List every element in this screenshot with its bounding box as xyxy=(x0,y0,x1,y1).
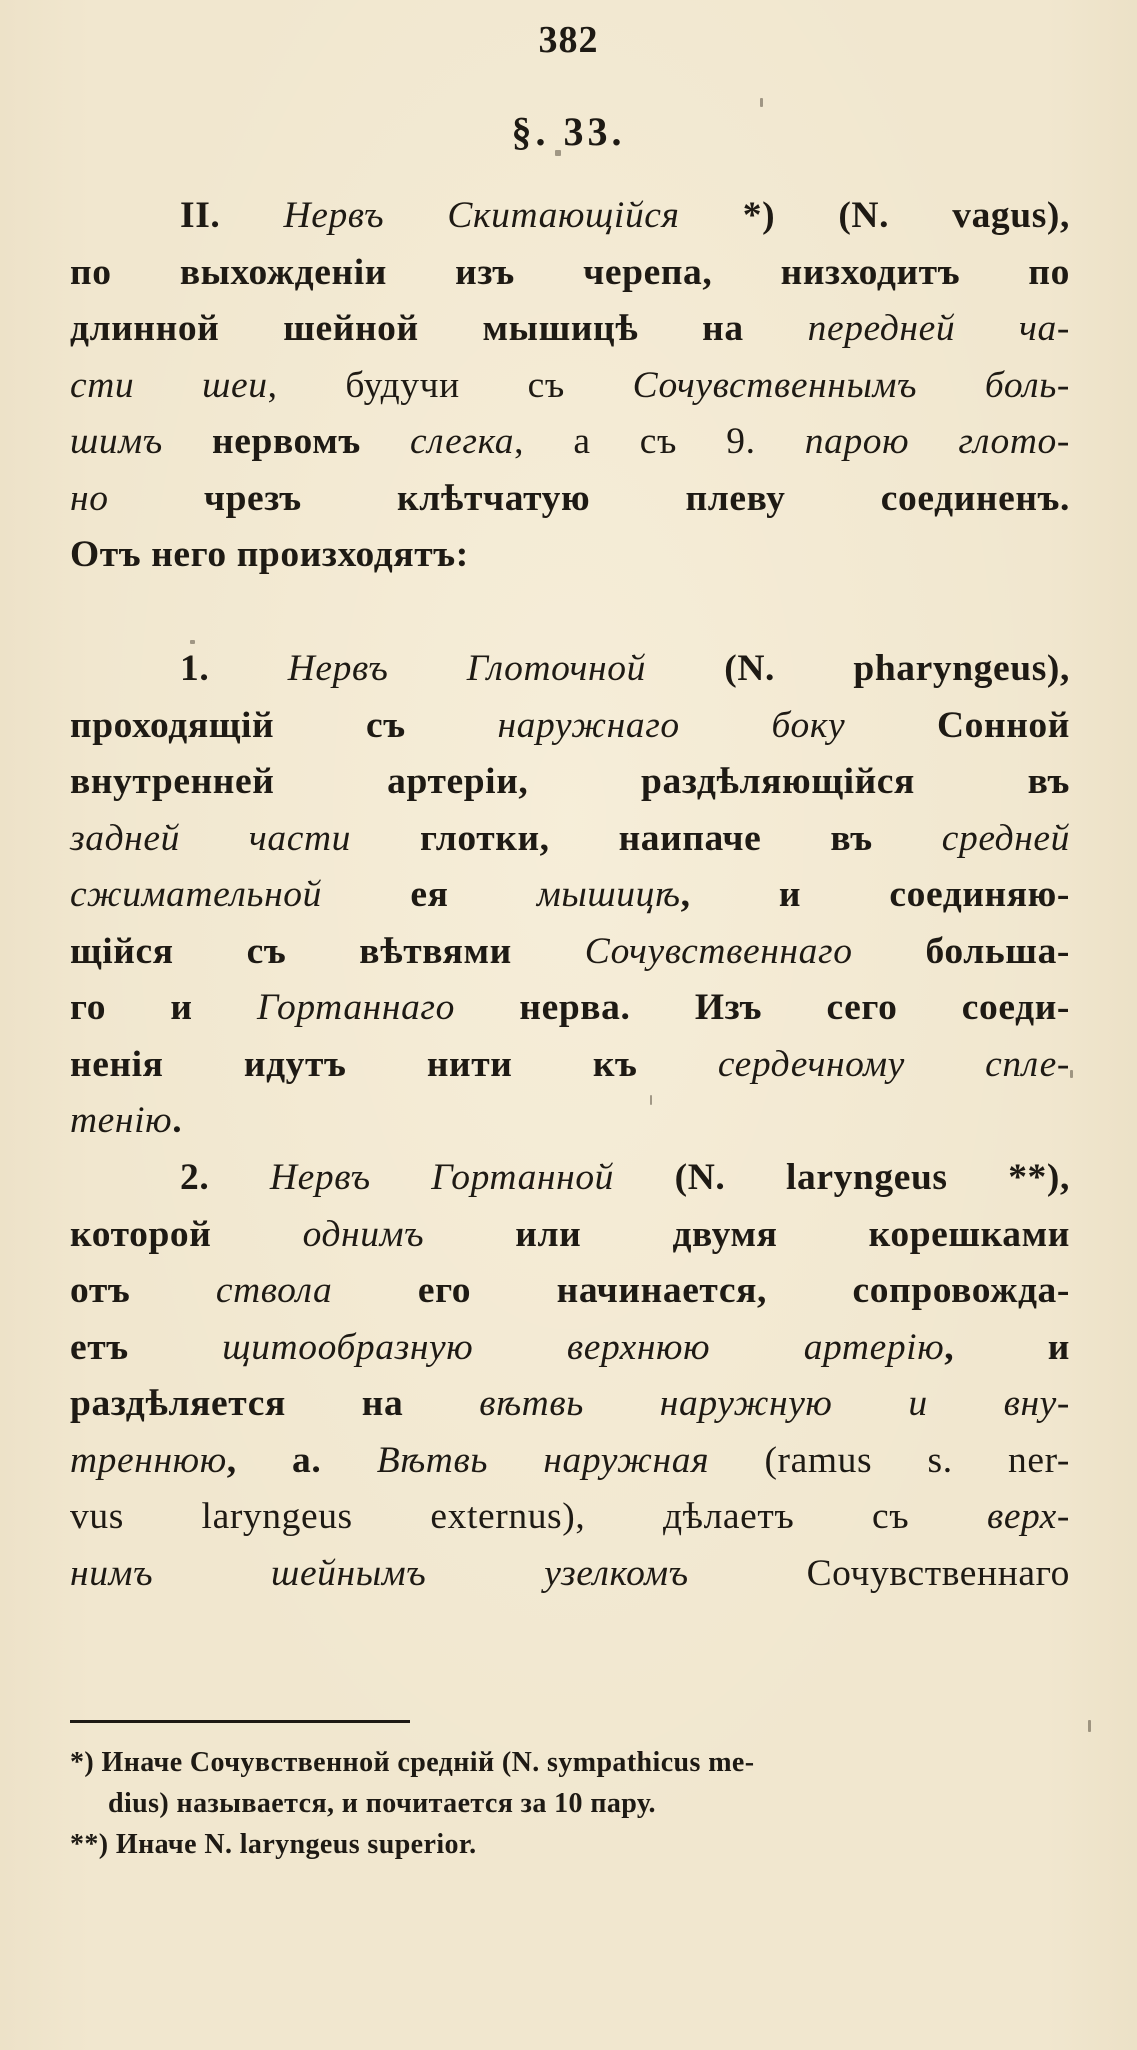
italic-run: сердечному спле- xyxy=(717,1043,1070,1085)
text-line xyxy=(70,471,1070,528)
italic-run: Нервъ Глоточной xyxy=(287,648,646,689)
text-line xyxy=(70,924,1070,981)
text-run: чрезъ клѣтчатую плеву соединенъ. xyxy=(108,477,1070,519)
text-run: ненія идутъ нити къ xyxy=(70,1043,718,1085)
text-run: ея xyxy=(321,874,537,915)
italic-run: Вѣтвь наружная xyxy=(376,1439,710,1481)
italic-run: средней xyxy=(941,817,1070,859)
text-line xyxy=(70,414,1070,471)
section-heading: §. 33. xyxy=(511,109,626,154)
page-number: 382 xyxy=(538,19,599,61)
text-line xyxy=(70,1093,1070,1150)
footnote-2: **) Иначе N. laryngeus superior. xyxy=(70,1829,477,1860)
text-line xyxy=(70,188,1070,245)
text-run: больша- xyxy=(852,930,1071,972)
italic-run: Нервъ Скитающійся xyxy=(283,195,680,236)
text-run: 2. xyxy=(180,1157,270,1198)
text-run: глотки, наипаче въ xyxy=(351,817,942,859)
text-line xyxy=(70,1546,1070,1603)
text-run: щійся съ вѣтвями xyxy=(70,930,585,972)
italic-run: нимъ шейнымъ узелкомъ xyxy=(70,1552,689,1594)
italic-run: задней части xyxy=(70,817,352,859)
italic-run: шимъ xyxy=(70,421,163,462)
italic-run: сти шеи xyxy=(70,364,268,406)
text-line xyxy=(70,527,1070,584)
text-run: Сочувственнаго xyxy=(688,1552,1070,1594)
text-line xyxy=(70,1207,1070,1264)
italic-run: слегка xyxy=(410,421,515,462)
text-run: отъ xyxy=(70,1270,216,1311)
italic-run: однимъ xyxy=(302,1213,425,1255)
text-line xyxy=(70,1263,1070,1320)
text-line xyxy=(70,1433,1070,1490)
text-line xyxy=(70,641,1070,698)
paragraph-vagus-nerve xyxy=(70,188,1070,584)
text-line xyxy=(70,754,1070,811)
footnotes xyxy=(70,1742,1070,1865)
text-run: го и xyxy=(70,987,257,1028)
text-run: 1. xyxy=(180,648,288,689)
text-run: которой xyxy=(70,1213,303,1255)
text-run: нервомъ xyxy=(162,421,410,462)
italic-run: но xyxy=(70,477,109,519)
text-line xyxy=(70,698,1070,755)
text-run: , и соединяю- xyxy=(680,874,1070,915)
footnote-1-line-2: dius) называется, и почитается за 10 пару. xyxy=(108,1788,656,1819)
text-line xyxy=(70,1489,1070,1546)
text-run: Отъ него произходятъ: xyxy=(70,534,469,575)
text-run: , а съ 9. xyxy=(514,421,805,462)
italic-run: мышицѣ xyxy=(536,874,681,915)
text-line xyxy=(70,358,1070,415)
text-line xyxy=(70,1037,1070,1094)
text-run: проходящій съ xyxy=(70,704,498,746)
text-line xyxy=(70,867,1070,924)
text-line xyxy=(70,1376,1070,1433)
text-run: его начинается, сопровожда- xyxy=(332,1270,1070,1311)
italic-run: Сочувственнаго xyxy=(584,930,853,972)
paragraph-laryngeal-nerve xyxy=(70,1150,1070,1602)
text-run: II. xyxy=(180,195,284,236)
text-run: (N. pharyngeus), xyxy=(645,648,1070,689)
italic-run: Сочувственнымъ боль- xyxy=(632,364,1070,406)
text-line xyxy=(70,980,1070,1037)
italic-run: Гортаннаго xyxy=(256,987,456,1028)
text-line xyxy=(70,1150,1070,1207)
text-run: *) (N. vagus), xyxy=(679,195,1070,236)
text-line xyxy=(70,811,1070,868)
text-run: , а. xyxy=(226,1439,377,1481)
text-run: vus laryngeus externus), дѣлаетъ съ xyxy=(70,1496,987,1537)
italic-run: тенію xyxy=(70,1100,173,1141)
text-run: етъ xyxy=(70,1326,223,1368)
text-line xyxy=(70,301,1070,358)
text-run: (N. laryngeus **), xyxy=(614,1157,1070,1198)
italic-run: передней ча- xyxy=(807,308,1070,349)
text-run: нерва. Изъ сего соеди- xyxy=(455,987,1070,1028)
text-run: внутренней артеріи, раздѣляющійся въ xyxy=(70,761,1070,802)
italic-run: верх- xyxy=(986,1496,1070,1537)
text-run: раздѣляется на xyxy=(70,1383,480,1424)
italic-run: Нервъ Гортанной xyxy=(269,1157,615,1198)
paragraph-pharyngeal-nerve xyxy=(70,641,1070,1150)
italic-run: ствола xyxy=(215,1270,333,1311)
italic-run: щитообразную верхнюю артерію xyxy=(222,1326,945,1368)
text-run: или двумя корешками xyxy=(424,1213,1070,1255)
italic-run: сжимательной xyxy=(70,874,322,915)
italic-run: вѣтвь наружную и вну- xyxy=(479,1383,1071,1424)
text-line xyxy=(70,245,1070,302)
text-line xyxy=(70,1320,1070,1377)
text-run: , будучи съ xyxy=(267,364,633,406)
text-run: по выхожденіи изъ черепа, низходитъ по xyxy=(70,251,1070,293)
footnote-divider xyxy=(70,1720,410,1723)
text-run: Сонной xyxy=(845,704,1070,746)
text-run: длинной шейной мышицѣ на xyxy=(70,308,808,349)
italic-run: треннюю xyxy=(70,1439,227,1481)
italic-run: парою глото- xyxy=(804,421,1071,462)
text-run: , и xyxy=(944,1326,1070,1368)
italic-run: наружнаго боку xyxy=(497,704,846,746)
text-run: . xyxy=(172,1100,183,1141)
text-run: (ramus s. ner- xyxy=(709,1439,1070,1481)
footnote-1-line-1: *) Иначе Сочувственной средній (N. sympathicus me- xyxy=(70,1747,755,1778)
